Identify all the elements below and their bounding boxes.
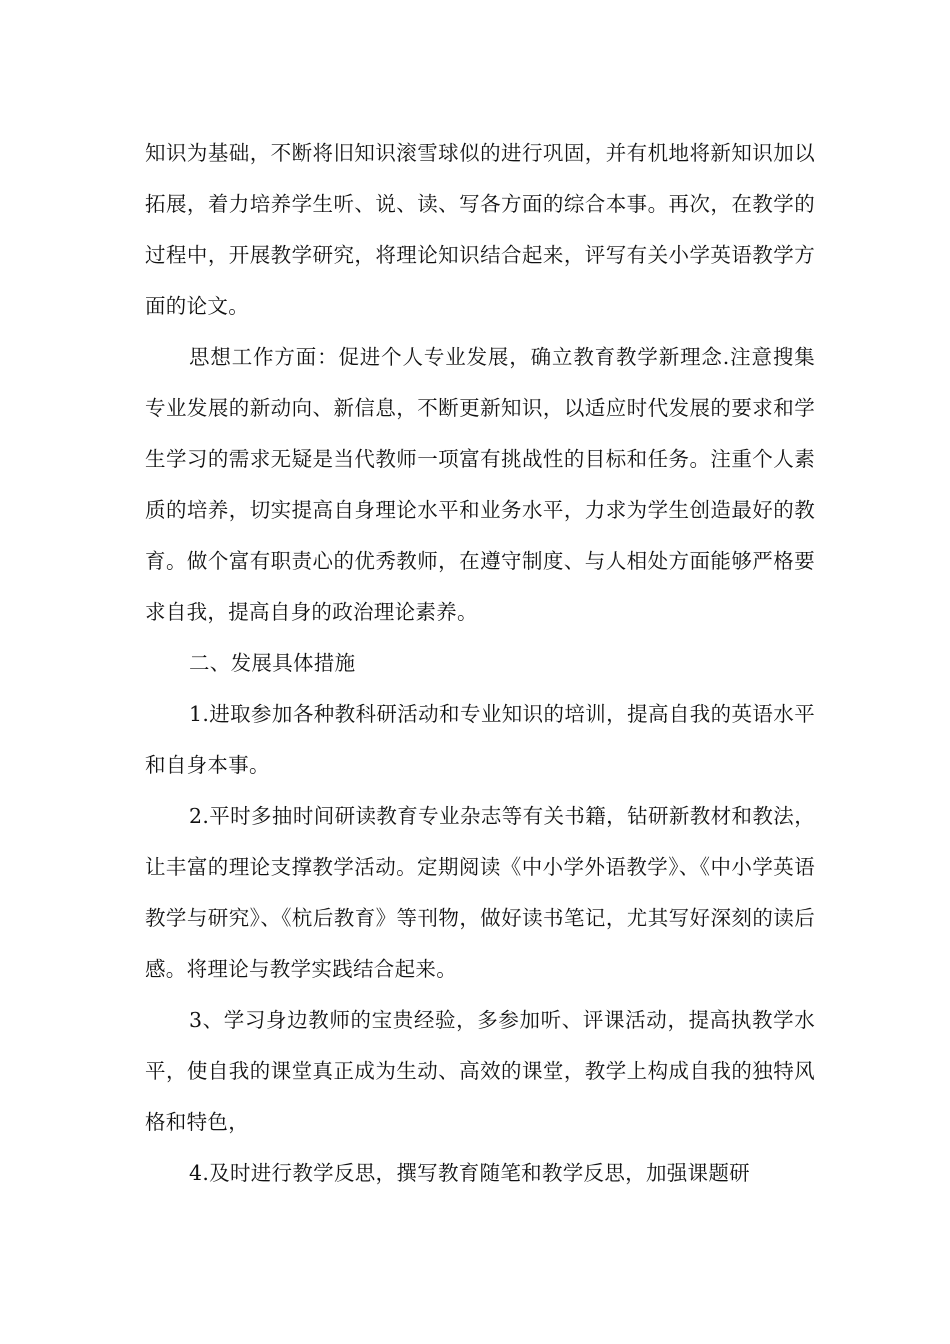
document-body — [145, 128, 815, 1199]
list-item-2: 2.平时多抽时间研读教育专业杂志等有关书籍，钻研新教材和教法，让丰富的理论支撑教学活动。定期阅读《中小学外语教学》、《中小学英语教学与研究》、《杭后教育》等刊物，做好读书笔记，尤其写好深刻的读后感。将理论与教学实践结合起来。 — [145, 804, 815, 981]
paragraph-continuation: 知识为基础，不断将旧知识滚雪球似的进行巩固，并有机地将新知识加以拓展，着力培养学生听、说、读、写各方面的综合本事。再次，在教学的过程中，开展教学研究，将理论知识结合起来，评写有关小学英语教学方面的论文。 — [145, 141, 815, 318]
list-item-1: 1.进取参加各种教科研活动和专业知识的培训，提高自我的英语水平和自身本事。 — [145, 702, 815, 777]
list-item-3: 3、学习身边教师的宝贵经验，多参加听、评课活动，提高执教学水平，使自我的课堂真正成为生动、高效的课堂，教学上构成自我的独特风格和特色， — [145, 1008, 815, 1134]
section-heading-measures: 二、发展具体措施 — [189, 651, 356, 675]
list-item-4: 4.及时进行教学反思，撰写教育随笔和教学反思，加强课题研 — [189, 1161, 750, 1185]
paragraph-ideology-work: 思想工作方面：促进个人专业发展，确立教育教学新理念.注意搜集专业发展的新动向、新信息，不断更新知识，以适应时代发展的要求和学生学习的需求无疑是当代教师一项富有挑战性的目标和任务。注重个人素质的培养，切实提高自身理论水平和业务水平，力求为学生创造最好的教育。做个富有职责心的优秀教师，在遵守制度、与人相处方面能够严格要求自我，提高自身的政治理论素养。 — [145, 345, 815, 624]
